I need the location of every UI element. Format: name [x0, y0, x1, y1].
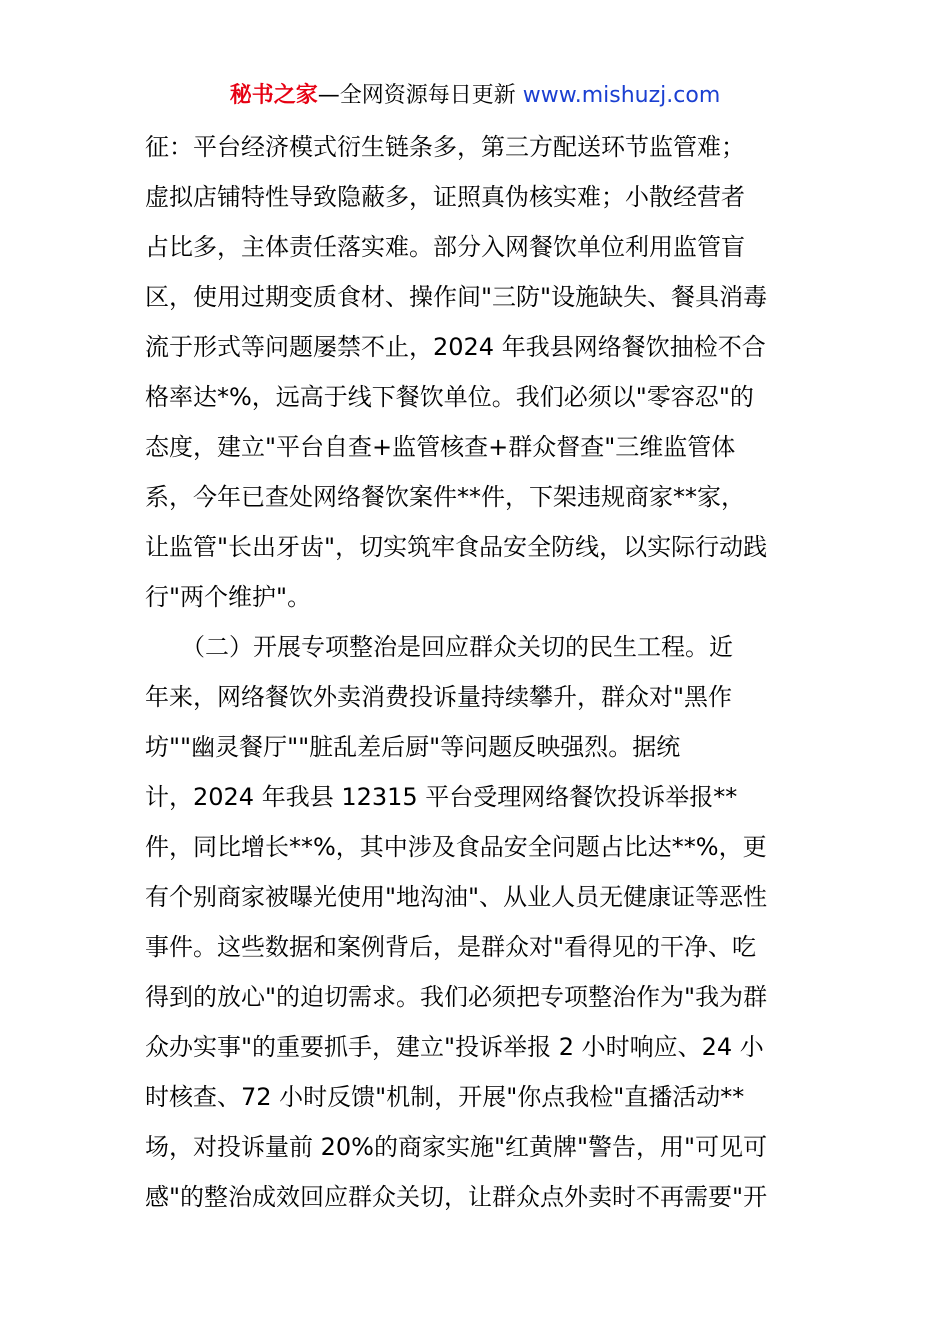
text-line: 计，2024 年我县 12315 平台受理网络餐饮投诉举报**: [145, 783, 738, 811]
text-line: 众办实事"的重要抓手，建立"投诉举报 2 小时响应、24 小: [145, 1033, 764, 1061]
text-line: 让监管"长出牙齿"，切实筑牢食品安全防线，以实际行动践: [145, 533, 768, 561]
document-body: [145, 122, 815, 1222]
text-line: 有个别商家被曝光使用"地沟油"、从业人员无健康证等恶性: [145, 883, 768, 911]
text-line: （二）开展专项整治是回应群众关切的民生工程。近: [145, 633, 733, 661]
text-line: 年来，网络餐饮外卖消费投诉量持续攀升，群众对"黑作: [145, 683, 733, 711]
text-line: 坊""幽灵餐厅""脏乱差后厨"等问题反映强烈。据统: [145, 733, 681, 761]
text-line: 格率达*%，远高于线下餐饮单位。我们必须以"零容忍"的: [145, 383, 754, 411]
text-line: 区，使用过期变质食材、操作间"三防"设施缺失、餐具消毒: [145, 283, 768, 311]
text-line: 事件。这些数据和案例背后，是群众对"看得见的干净、吃: [145, 933, 757, 961]
text-line: 场，对投诉量前 20%的商家实施"红黄牌"警告，用"可见可: [145, 1133, 768, 1161]
text-line: 流于形式等问题屡禁不止，2024 年我县网络餐饮抽检不合: [145, 333, 766, 361]
text-line: 态度，建立"平台自查+监管核查+群众督查"三维监管体: [145, 433, 736, 461]
text-line: 虚拟店铺特性导致隐蔽多，证照真伪核实难；小散经营者: [145, 183, 745, 211]
text-line: 感"的整治成效回应群众关切，让群众点外卖时不再需要"开: [145, 1183, 768, 1211]
site-url-link[interactable]: www.mishuzj.com: [522, 83, 721, 108]
text-line: 得到的放心"的迫切需求。我们必须把专项整治作为"我为群: [145, 983, 768, 1011]
text-line: 时核查、72 小时反馈"机制，开展"你点我检"直播活动**: [145, 1083, 745, 1111]
text-line: 行"两个维护"。: [145, 583, 312, 611]
text-line: 件，同比增长**%，其中涉及食品安全问题占比达**%，更: [145, 833, 767, 861]
site-brand: 秘书之家: [229, 83, 318, 108]
text-line: 占比多，主体责任落实难。部分入网餐饮单位利用监管盲: [145, 233, 745, 261]
site-header: [0, 80, 950, 112]
text-line: 系，今年已查处网络餐饮案件**件，下架违规商家**家，: [145, 483, 745, 511]
site-tagline: —全网资源每日更新: [317, 83, 516, 108]
text-line: 征：平台经济模式衍生链条多，第三方配送环节监管难；: [145, 133, 745, 161]
